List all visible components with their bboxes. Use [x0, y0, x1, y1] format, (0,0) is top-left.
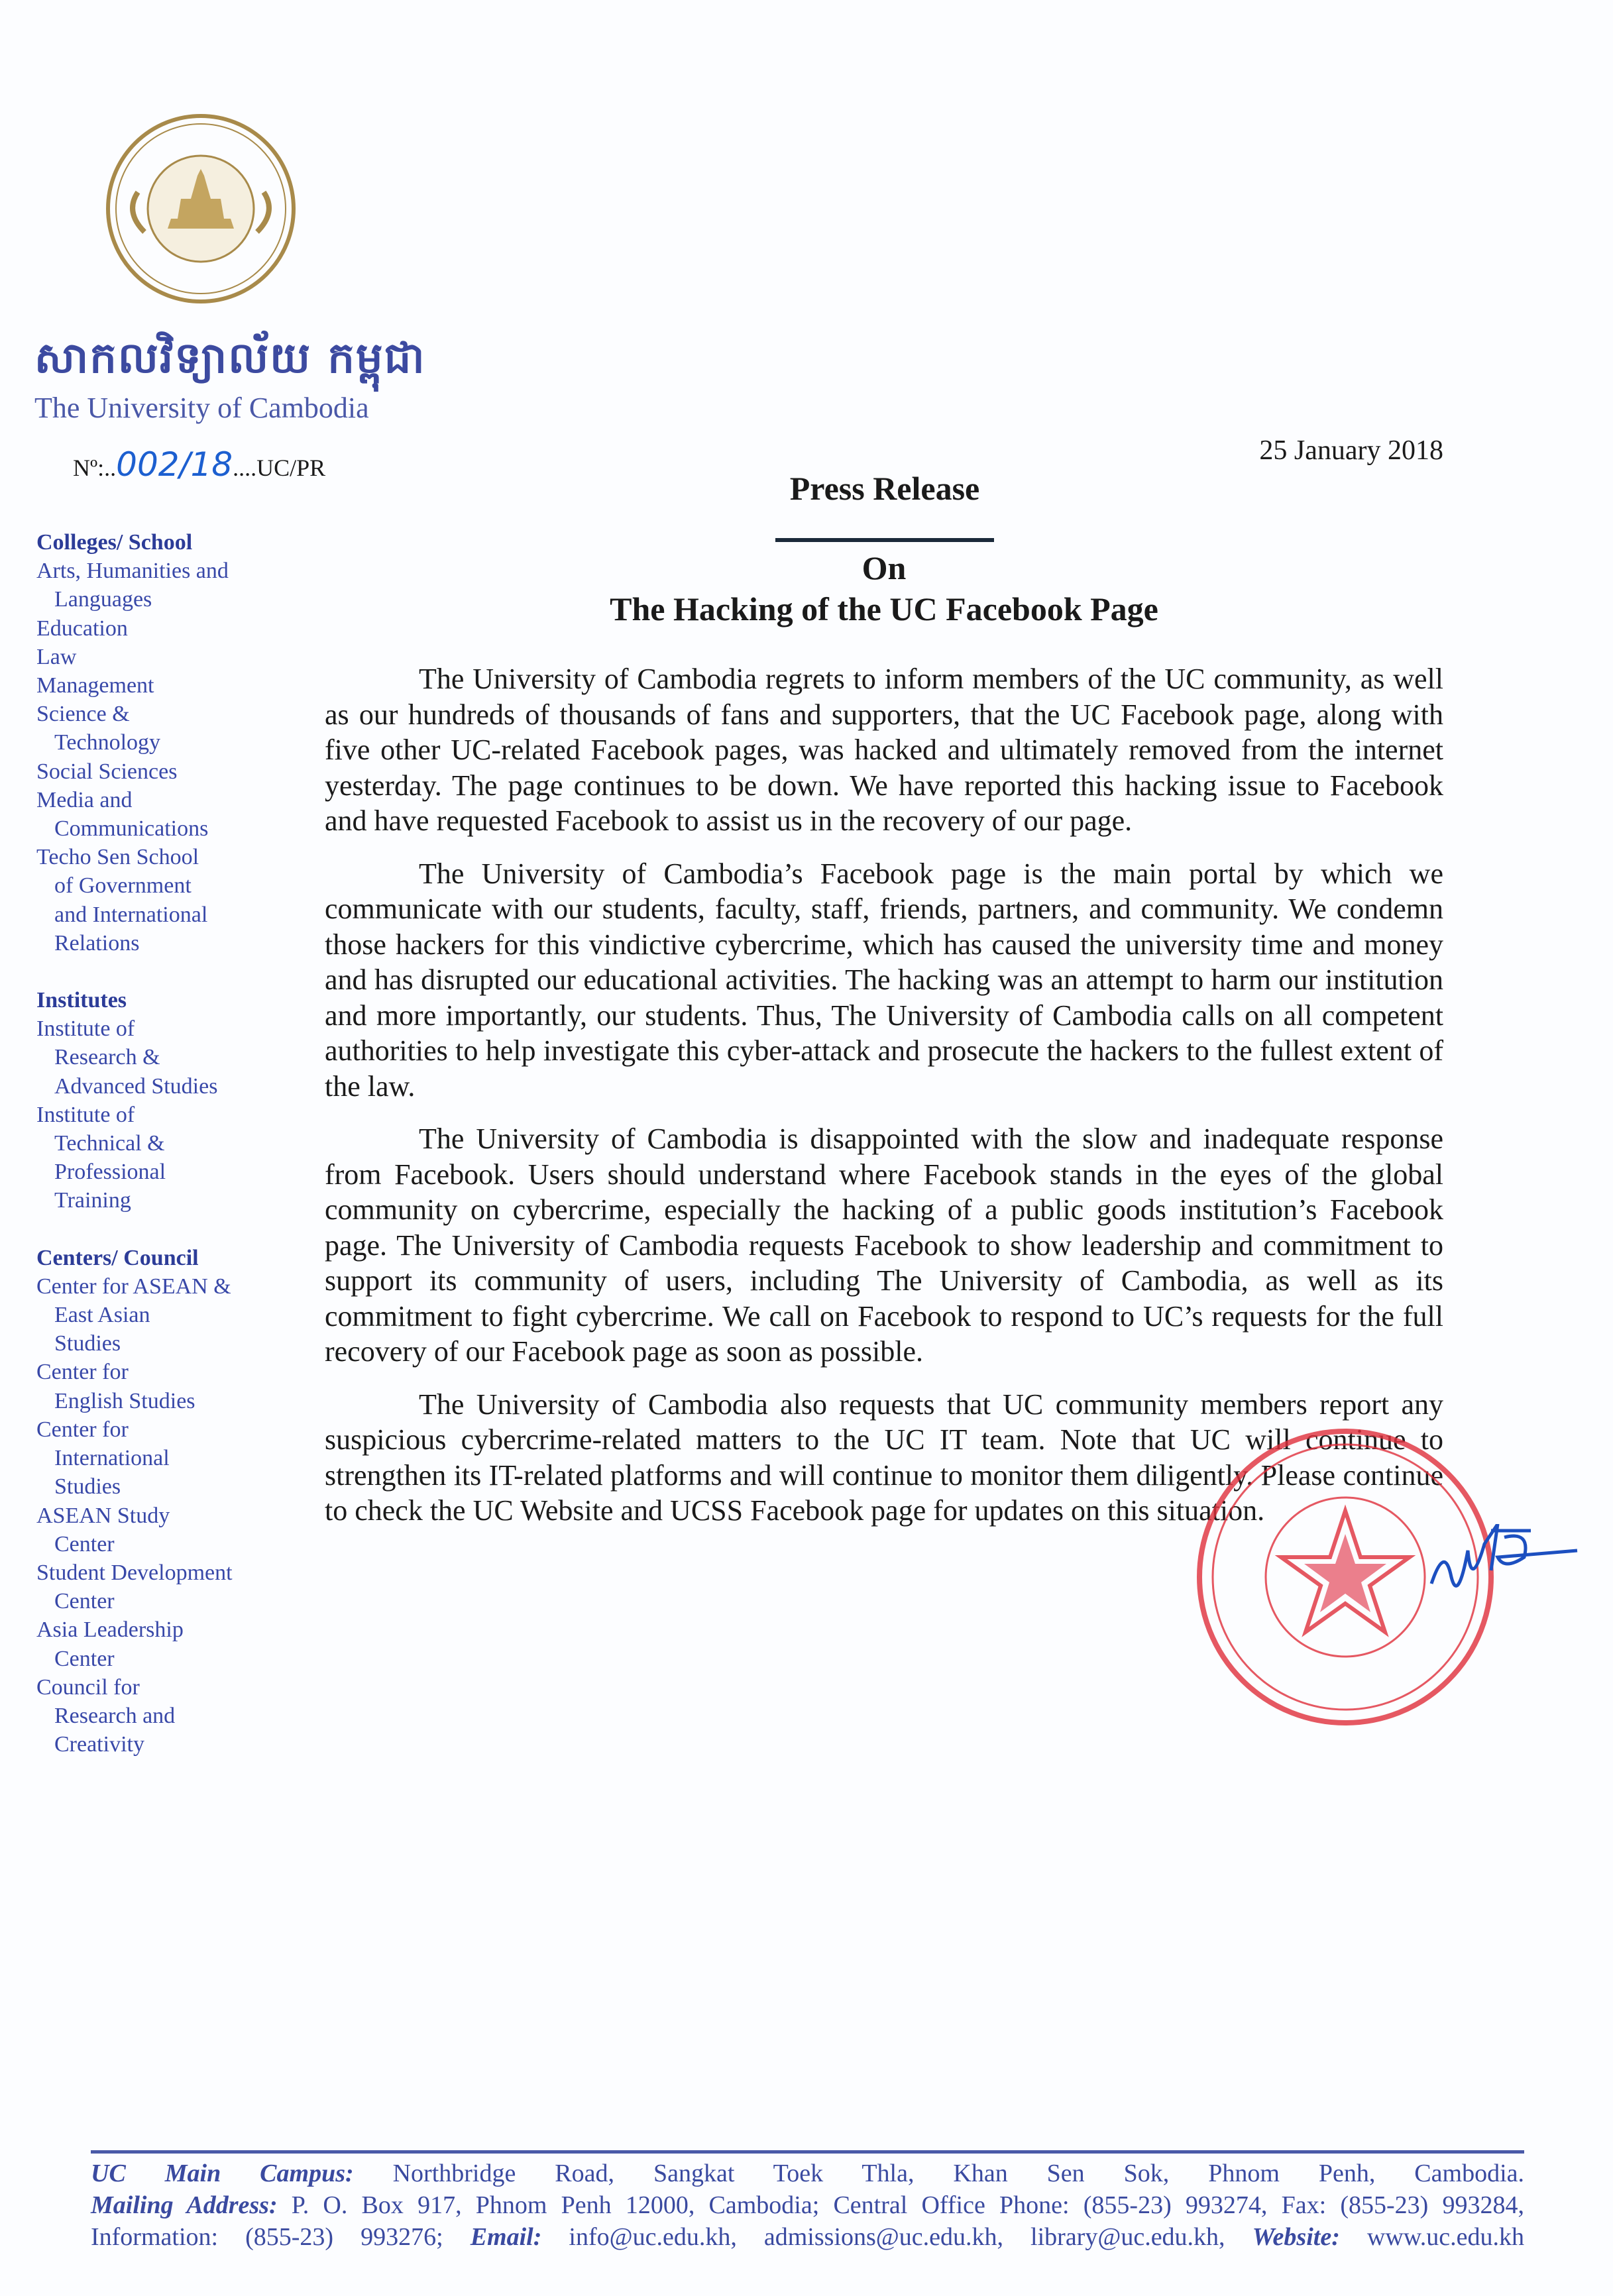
mailing-label: Mailing Address: [91, 2191, 278, 2219]
sidebar-item-line: Law [36, 644, 77, 669]
sidebar-item-line: Technical & [54, 1131, 165, 1156]
sidebar-section-heading: Centers/ Council [36, 1245, 199, 1270]
sidebar-item-line: Center for ASEAN & [36, 1274, 231, 1299]
body-paragraph: The University of Cambodia regrets to inform members of the UC community, as well as our hundreds of thousands of fans and supporters, that the UC Facebook page, along with five other UC-related Facebook pages, was hacked and ultimately removed from the internet yesterday. The page continues to be down. We have reported this hacking issue to Facebook and have requested Facebook to assist us in the recovery of our page. [325, 663, 1443, 837]
sidebar-item [36, 1101, 233, 1215]
sidebar-section-heading: Colleges/ School [36, 530, 193, 555]
sidebar-item-line: East Asian [54, 1303, 150, 1328]
sidebar-item [36, 1358, 233, 1415]
body-paragraph: The University of Cambodia is disappointed with the slow and inadequate response from Facebook. Users should understand where Facebook stands in the eyes of the global community on cybercrime, especially the hacking of a public goods institution’s Facebook page. The University of Cambodia requests Facebook to show leadership and commitment to support its community of users, including The University of Cambodia, as well as its commitment to fight cybercrime. We call on Facebook to respond to UC’s requests for the full recovery of our Facebook page as soon as possible. [325, 1122, 1443, 1368]
sidebar-item-line: Institute of [36, 1016, 135, 1042]
website-label: Website: [1252, 2223, 1340, 2251]
sidebar-item [36, 557, 233, 614]
sidebar-item-line: Media and [36, 787, 133, 812]
sidebar-item-line: Training [54, 1188, 131, 1213]
sidebar-item-line: Research and [54, 1703, 176, 1728]
footer-mailing-line [91, 2189, 1524, 2221]
sidebar-item-line: Arts, Humanities and [36, 559, 229, 584]
sidebar-item [36, 643, 233, 671]
sidebar-item [36, 1014, 233, 1101]
sidebar-departments [36, 528, 233, 1759]
sidebar-item [36, 757, 233, 786]
sidebar-item-line: Education [36, 616, 128, 641]
sidebar-item-line: Center for [36, 1417, 129, 1442]
sidebar-item-line: and International [54, 902, 208, 927]
sidebar-item [36, 671, 233, 700]
footer-divider [91, 2150, 1524, 2154]
body-paragraph: The University of Cambodia’s Facebook page is the main portal by which we communicate with our students, faculty, staff, friends, partners, and community. We condemn those hackers for this vindictive cybercrime, which has caused the university time and money and has disrupted our educational activities. The hacking was an attempt to harm our institution and more importantly, our students. Thus, The University of Cambodia calls on all competent authorities to help investigate this cyber-attack and prosecute the hackers to the fullest extent of the law. [325, 857, 1443, 1103]
sidebar-item-line: Techo Sen School [36, 845, 199, 870]
release-title [325, 547, 1443, 629]
university-name: The University of Cambodia [34, 392, 369, 424]
release-date: 25 January 2018 [1259, 435, 1443, 466]
sidebar-item-line: Management [36, 673, 154, 698]
email-addresses[interactable]: info@uc.edu.kh, admissions@uc.edu.kh, library@uc.edu.kh, [541, 2223, 1252, 2251]
section-gap [36, 1215, 233, 1244]
sidebar-item-line: Asia Leadership [36, 1617, 184, 1643]
sidebar-item-line: Communications [54, 816, 209, 842]
section-gap [36, 957, 233, 986]
sidebar-item-line: Science & [36, 702, 130, 727]
ref-handwritten-number: 002/18 [116, 445, 233, 484]
sidebar-item-line: Technology [54, 730, 161, 755]
sidebar-item-line: English Studies [54, 1388, 195, 1413]
khmer-university-name: សាកលវិទ្យាល័យ កម្ពុជា [34, 334, 426, 383]
sidebar-item-line: International [54, 1446, 170, 1471]
footer-contact [91, 2158, 1524, 2253]
sidebar-item-line: Center [54, 1646, 115, 1671]
sidebar-item-line: Center [54, 1589, 115, 1614]
sidebar-item [36, 1415, 233, 1502]
body-paragraph: The University of Cambodia also requests that UC community members report any suspicious cybercrime-related matters to the UC IT team. Note that UC will continue to strengthen its IT-related platforms and will continue to monitor them diligently. Please continue to check the UC Website and UCSS Facebook page for updates on this situation. [325, 1388, 1443, 1527]
email-label: Email: [470, 2223, 542, 2251]
sidebar-item-line: Research & [54, 1045, 160, 1070]
sidebar-item [36, 1558, 233, 1615]
mailing-address: P. O. Box 917, Phnom Penh 12000, Cambodia; Central Office Phone: (855-23) 993274, Fax: (855-23) 993284, [277, 2191, 1524, 2219]
sidebar-item [36, 614, 233, 643]
website-link[interactable]: www.uc.edu.kh [1339, 2223, 1524, 2251]
info-phone: Information: (855-23) 993276; [91, 2223, 471, 2251]
sidebar-item [36, 1615, 233, 1672]
title-line-1: On [862, 549, 907, 586]
sidebar-item-line: Studies [54, 1474, 121, 1500]
sidebar-item-line: Council for [36, 1674, 140, 1700]
sidebar-item [36, 1272, 233, 1358]
sidebar-item-line: Institute of [36, 1102, 135, 1127]
university-seal-logo [105, 113, 297, 305]
footer-info-line [91, 2221, 1524, 2253]
ref-suffix: ....UC/PR [233, 455, 326, 481]
sidebar-item [36, 1502, 233, 1558]
campus-label: UC Main Campus: [91, 2159, 354, 2187]
sidebar-item-line: of Government [54, 873, 192, 899]
sidebar-item-line: ASEAN Study [36, 1503, 170, 1528]
sidebar-item-line: Advanced Studies [54, 1073, 218, 1099]
sidebar-item [36, 786, 233, 843]
sidebar-item-line: Social Sciences [36, 759, 178, 784]
signature [1425, 1524, 1610, 1617]
release-body [325, 661, 1443, 1546]
sidebar-item-line: Center [54, 1531, 115, 1557]
footer-campus-line [91, 2158, 1524, 2189]
sidebar-item-line: Professional [54, 1160, 166, 1185]
campus-address: Northbridge Road, Sangkat Toek Thla, Khan Sen Sok, Phnom Penh, Cambodia. [353, 2159, 1524, 2187]
sidebar-item-line: Creativity [54, 1732, 144, 1757]
sidebar-item-line: Center for [36, 1360, 129, 1385]
ref-prefix: Nº:.. [73, 455, 117, 481]
sidebar-section-heading: Institutes [36, 988, 127, 1013]
sidebar-item-line: Studies [54, 1331, 121, 1356]
title-line-2: The Hacking of the UC Facebook Page [610, 590, 1158, 628]
sidebar-item-line: Student Development [36, 1560, 233, 1585]
sidebar-item [36, 700, 233, 757]
press-release-heading: Press Release [789, 470, 980, 507]
heading-divider [775, 538, 994, 542]
sidebar-item-line: Languages [54, 587, 152, 612]
sidebar-item [36, 1673, 233, 1759]
sidebar-item [36, 843, 233, 957]
sidebar-item-line: Relations [54, 930, 140, 956]
